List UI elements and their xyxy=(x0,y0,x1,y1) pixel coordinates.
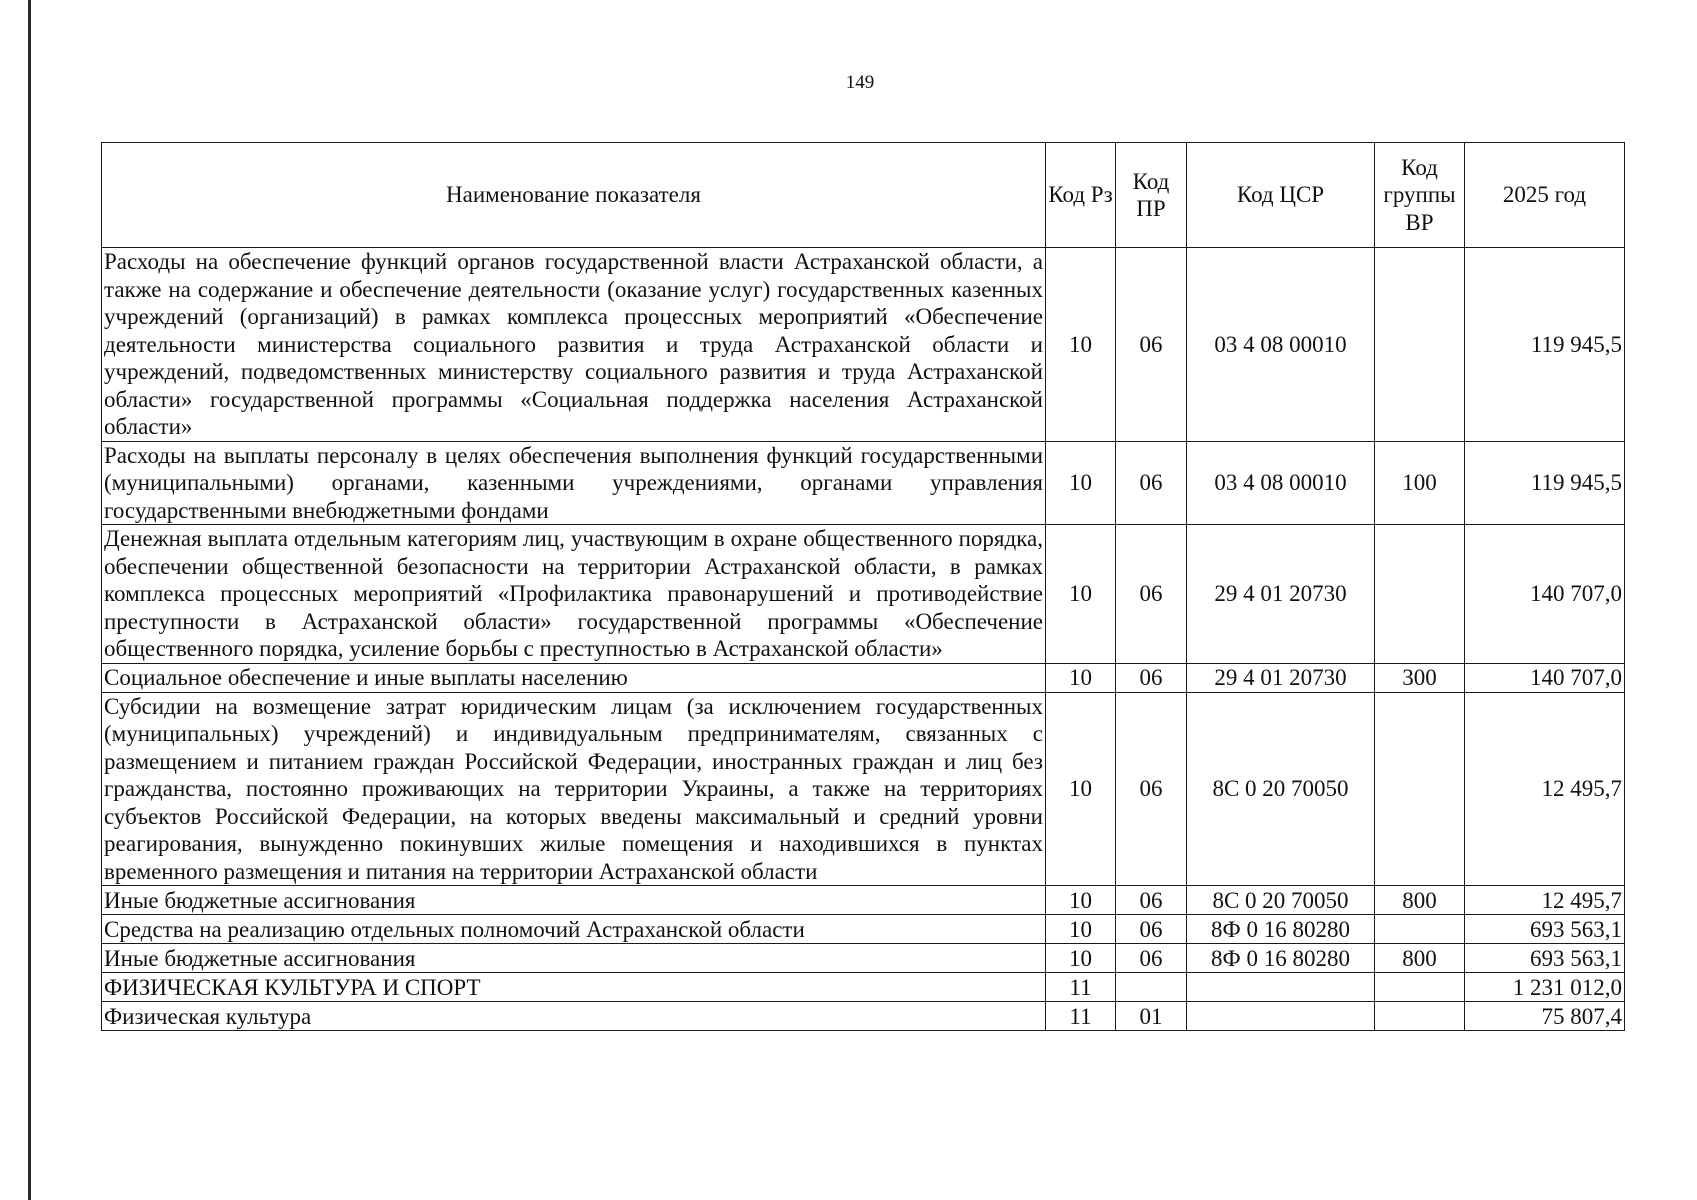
table-row xyxy=(102,915,1625,944)
row-pr: 01 xyxy=(1116,1002,1187,1031)
row-csr xyxy=(1187,1002,1375,1031)
row-amount: 75 807,4 xyxy=(1465,1002,1625,1031)
row-vr xyxy=(1375,1002,1465,1031)
row-rz: 10 xyxy=(1046,441,1116,525)
row-name: ФИЗИЧЕСКАЯ КУЛЬТУРА И СПОРТ xyxy=(102,973,1046,1002)
row-rz: 10 xyxy=(1046,915,1116,944)
row-amount: 1 231 012,0 xyxy=(1465,973,1625,1002)
row-vr: 300 xyxy=(1375,663,1465,692)
row-csr xyxy=(1187,973,1375,1002)
row-name: Иные бюджетные ассигнования xyxy=(102,886,1046,915)
row-pr xyxy=(1116,973,1187,1002)
table-header-row xyxy=(102,143,1625,248)
row-vr: 100 xyxy=(1375,441,1465,525)
row-rz: 10 xyxy=(1046,886,1116,915)
table-row xyxy=(102,248,1625,442)
row-csr: 29 4 01 20730 xyxy=(1187,663,1375,692)
row-pr: 06 xyxy=(1116,248,1187,442)
header-rz: Код Рз xyxy=(1046,143,1116,248)
table-row xyxy=(102,1002,1625,1031)
row-pr: 06 xyxy=(1116,886,1187,915)
row-amount: 119 945,5 xyxy=(1465,441,1625,525)
row-name: Расходы на выплаты персоналу в целях обеспечения выполнения функций государственными (муниципальными) органами, казенными учреждениями, органами управления государственными внебюджетными фондами xyxy=(102,441,1046,525)
row-amount: 12 495,7 xyxy=(1465,692,1625,886)
row-amount: 693 563,1 xyxy=(1465,944,1625,973)
row-pr: 06 xyxy=(1116,525,1187,664)
table-row xyxy=(102,525,1625,664)
header-pr: Код ПР xyxy=(1116,143,1187,248)
left-margin-line xyxy=(28,0,31,1200)
row-rz: 11 xyxy=(1046,1002,1116,1031)
row-rz: 10 xyxy=(1046,692,1116,886)
header-vr: Код группы ВР xyxy=(1375,143,1465,248)
row-csr: 8С 0 20 70050 xyxy=(1187,692,1375,886)
row-name: Субсидии на возмещение затрат юридическим лицам (за исключением государственных (муниципальных) учреждений) и индивидуальным предпринимателям, связанных с размещением и питанием граждан Российской Федерации, иностранных граждан и лиц без гражданства, постоянно проживающих на территории Украины, а также на территориях субъектов Российской Федерации, на которых введены максимальный и средний уровни реагирования, вынужденно покинувших жилые помещения и находившихся в пунктах временного размещения и питания на территории Астраханской области xyxy=(102,692,1046,886)
header-name: Наименование показателя xyxy=(102,143,1046,248)
header-csr: Код ЦСР xyxy=(1187,143,1375,248)
row-name: Расходы на обеспечение функций органов государственной власти Астраханской области, а также на содержание и обеспечение деятельности (оказание услуг) государственных казенных учреждений (организаций) в рамках комплекса процессных мероприятий «Обеспечение деятельности министерства социального развития и труда Астраханской области и учреждений, подведомственных министерству социального развития и труда Астраханской области» государственной программы «Социальная поддержка населения Астраханской области» xyxy=(102,248,1046,442)
row-vr xyxy=(1375,973,1465,1002)
row-csr: 8Ф 0 16 80280 xyxy=(1187,915,1375,944)
row-amount: 140 707,0 xyxy=(1465,525,1625,664)
row-name: Социальное обеспечение и иные выплаты населению xyxy=(102,663,1046,692)
row-pr: 06 xyxy=(1116,915,1187,944)
row-name: Средства на реализацию отдельных полномочий Астраханской области xyxy=(102,915,1046,944)
row-rz: 10 xyxy=(1046,663,1116,692)
row-amount: 12 495,7 xyxy=(1465,886,1625,915)
page-number: 149 xyxy=(845,72,875,93)
row-vr xyxy=(1375,692,1465,886)
row-vr xyxy=(1375,915,1465,944)
table-row xyxy=(102,663,1625,692)
row-amount: 119 945,5 xyxy=(1465,248,1625,442)
table-row xyxy=(102,886,1625,915)
budget-table xyxy=(101,142,1625,1031)
row-name: Иные бюджетные ассигнования xyxy=(102,944,1046,973)
header-year: 2025 год xyxy=(1465,143,1625,248)
row-rz: 10 xyxy=(1046,944,1116,973)
row-pr: 06 xyxy=(1116,441,1187,525)
row-csr: 03 4 08 00010 xyxy=(1187,441,1375,525)
table-row xyxy=(102,973,1625,1002)
table-row xyxy=(102,441,1625,525)
row-vr xyxy=(1375,525,1465,664)
row-vr: 800 xyxy=(1375,886,1465,915)
row-pr: 06 xyxy=(1116,663,1187,692)
row-vr xyxy=(1375,248,1465,442)
row-rz: 10 xyxy=(1046,525,1116,664)
row-rz: 10 xyxy=(1046,248,1116,442)
row-rz: 11 xyxy=(1046,973,1116,1002)
table-row xyxy=(102,944,1625,973)
row-pr: 06 xyxy=(1116,692,1187,886)
row-amount: 140 707,0 xyxy=(1465,663,1625,692)
row-pr: 06 xyxy=(1116,944,1187,973)
row-name: Денежная выплата отдельным категориям лиц, участвующим в охране общественного порядка, обеспечении общественной безопасности на территории Астраханской области, в рамках комплекса процессных мероприятий «Профилактика правонарушений и противодействие преступности в Астраханской области» государственной программы «Обеспечение общественного порядка, усиление борьбы с преступностью в Астраханской области» xyxy=(102,525,1046,664)
row-csr: 8С 0 20 70050 xyxy=(1187,886,1375,915)
row-csr: 8Ф 0 16 80280 xyxy=(1187,944,1375,973)
table-row xyxy=(102,692,1625,886)
row-amount: 693 563,1 xyxy=(1465,915,1625,944)
row-vr: 800 xyxy=(1375,944,1465,973)
row-name: Физическая культура xyxy=(102,1002,1046,1031)
row-csr: 29 4 01 20730 xyxy=(1187,525,1375,664)
row-csr: 03 4 08 00010 xyxy=(1187,248,1375,442)
